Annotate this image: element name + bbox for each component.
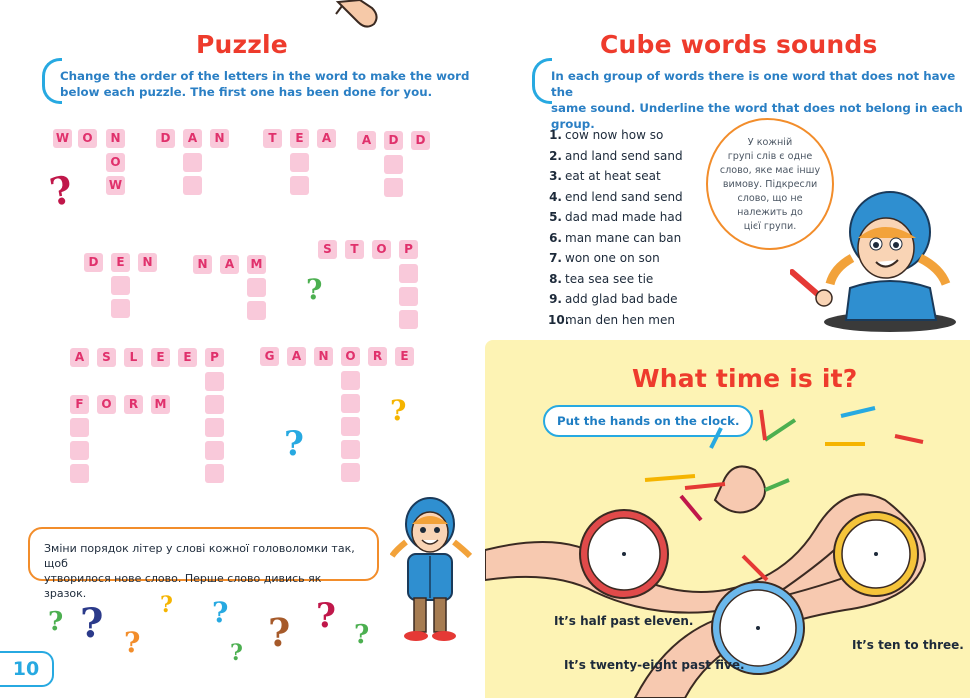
clock-caption: It’s half past eleven. <box>554 614 694 628</box>
translation-line-1: Зміни порядок літер у слові кожної головоломки так, щоб <box>44 542 355 570</box>
clock-caption: It’s ten to three. <box>852 638 964 652</box>
answer-tile: O <box>106 153 125 172</box>
letter-tile: P <box>399 240 418 259</box>
letter-tile: M <box>151 395 170 414</box>
list-item[interactable]: 4. end lend sand send <box>549 189 683 204</box>
blank-tile[interactable] <box>205 372 224 391</box>
letter-tile: G <box>260 347 279 366</box>
clock-caption: It’s twenty-eight past five. <box>564 658 745 672</box>
girl-with-pencil-illustration <box>790 188 960 334</box>
blank-tile[interactable] <box>247 301 266 320</box>
blank-tile[interactable] <box>205 464 224 483</box>
blank-tile[interactable] <box>341 417 360 436</box>
pointing-hand-icon <box>332 0 380 36</box>
blank-tile[interactable] <box>70 441 89 460</box>
letter-tile: A <box>287 347 306 366</box>
letter-tile: F <box>70 395 89 414</box>
translation-line-2: утворилося нове слово. Перше слово дивись як зразок. <box>44 572 322 600</box>
letter-tile: T <box>345 240 364 259</box>
letter-tile: O <box>78 129 97 148</box>
letter-tile: N <box>210 129 229 148</box>
letter-tile: A <box>317 129 336 148</box>
blank-tile[interactable] <box>341 394 360 413</box>
list-item[interactable]: 7. won one on son <box>549 251 660 265</box>
instruction-text <box>60 68 469 100</box>
letter-tile: D <box>84 253 103 272</box>
list-item[interactable]: 8. tea sea see tie <box>549 271 654 286</box>
question-mark-icon: ? <box>46 166 77 215</box>
letter-tile: P <box>205 348 224 367</box>
letter-tile: A <box>70 348 89 367</box>
list-item[interactable]: 5. dad mad made had <box>549 210 683 224</box>
letter-tile: S <box>318 240 337 259</box>
page-title: Puzzle <box>196 30 288 59</box>
question-mark-icon: ? <box>354 620 370 650</box>
answer-tile: W <box>106 176 125 195</box>
letter-tile: T <box>263 129 282 148</box>
blank-tile[interactable] <box>399 310 418 329</box>
letter-tile: L <box>124 348 143 367</box>
word-group-list <box>548 128 683 333</box>
letter-tile: D <box>384 131 403 150</box>
letter-tile: E <box>111 253 130 272</box>
blank-tile[interactable] <box>205 441 224 460</box>
letter-tile: E <box>290 129 309 148</box>
list-item[interactable]: 6. man mane can ban <box>549 230 682 245</box>
girl-character-illustration <box>390 494 474 644</box>
question-mark-icon: ? <box>80 600 104 647</box>
blank-tile[interactable] <box>341 371 360 390</box>
question-mark-icon: ? <box>230 640 243 666</box>
question-mark-icon: ? <box>316 596 336 636</box>
instruction-bracket <box>42 58 62 104</box>
blank-tile[interactable] <box>70 418 89 437</box>
list-item[interactable]: 3. eat at heat seat <box>549 169 661 183</box>
question-mark-icon: ? <box>212 596 229 629</box>
letter-tile: D <box>156 129 175 148</box>
letter-tile: A <box>220 255 239 274</box>
letter-tile: D <box>411 131 430 150</box>
list-item[interactable]: 10.man den hen men <box>548 312 675 327</box>
letter-tile: A <box>357 131 376 150</box>
list-item[interactable]: 2. and land send sand <box>549 148 683 163</box>
letter-tile: N <box>193 255 212 274</box>
question-mark-icon: ? <box>160 592 173 618</box>
blank-tile[interactable] <box>111 276 130 295</box>
letter-tile: E <box>178 348 197 367</box>
letter-tile: E <box>395 347 414 366</box>
blank-tile[interactable] <box>290 153 309 172</box>
blank-tile[interactable] <box>205 395 224 414</box>
blank-tile[interactable] <box>384 178 403 197</box>
blank-tile[interactable] <box>341 440 360 459</box>
instruction-line-2: below each puzzle. The first one has been done for you. <box>60 85 433 99</box>
letter-tile: E <box>151 348 170 367</box>
letter-tile: A <box>183 129 202 148</box>
blank-tile[interactable] <box>290 176 309 195</box>
letter-tile: N <box>138 253 157 272</box>
arm-with-clocks-illustration <box>485 400 970 698</box>
clock-face[interactable] <box>580 510 668 598</box>
clock-instruction: Put the hands on the clock. <box>543 405 753 437</box>
blank-tile[interactable] <box>183 176 202 195</box>
list-item[interactable]: 1. cow now how so <box>549 128 664 142</box>
section-title-cube-words: Cube words sounds <box>600 30 878 59</box>
blank-tile[interactable] <box>70 464 89 483</box>
letter-tile: R <box>368 347 387 366</box>
blank-tile[interactable] <box>341 463 360 482</box>
blank-tile[interactable] <box>399 287 418 306</box>
translation-box <box>28 527 379 600</box>
letter-tile: R <box>124 395 143 414</box>
blank-tile[interactable] <box>205 418 224 437</box>
letter-tile: O <box>341 347 360 366</box>
letter-tile: O <box>372 240 391 259</box>
instruction-line-2: same sound. Underline the word that does not belong in each group. <box>551 101 963 131</box>
question-mark-icon: ? <box>306 273 323 306</box>
letter-tile: M <box>247 255 266 274</box>
blank-tile[interactable] <box>247 278 266 297</box>
blank-tile[interactable] <box>183 153 202 172</box>
blank-tile[interactable] <box>384 155 403 174</box>
question-mark-icon: ? <box>124 626 141 659</box>
instruction-bracket <box>532 58 552 104</box>
question-mark-icon: ? <box>390 394 407 427</box>
letter-tile: N <box>106 129 125 148</box>
letter-tile: O <box>97 395 116 414</box>
question-mark-icon: ? <box>48 607 64 637</box>
blank-tile[interactable] <box>111 299 130 318</box>
instruction-line-1: Change the order of the letters in the word to make the word <box>60 69 470 83</box>
question-mark-icon: ? <box>284 424 304 464</box>
instruction-line-1: In each group of words there is one word that does not have the <box>551 69 956 99</box>
clock-face[interactable] <box>834 512 918 596</box>
question-mark-icon: ? <box>268 610 291 655</box>
section-title-clock: What time is it? <box>632 364 858 393</box>
letter-tile: S <box>97 348 116 367</box>
page-number: 10 <box>0 651 54 687</box>
blank-tile[interactable] <box>399 264 418 283</box>
list-item[interactable]: 9. add glad bad bade <box>549 292 678 306</box>
letter-tile: W <box>53 129 72 148</box>
letter-tile: N <box>314 347 333 366</box>
speech-cloud: У кожній групі слів є одне слово, яке має іншу вимову. Підкресли слово, що не належить до цієї групи. <box>706 118 834 250</box>
